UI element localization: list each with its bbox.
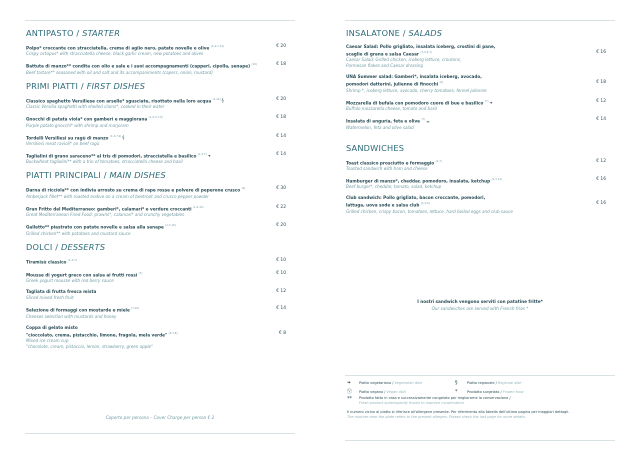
item-name-text: Polpo* croccante con stracciatella, crema di aglio nero, patate novelle e olive	[26, 45, 210, 51]
section-title-starter: ANTIPASTO / STARTER	[26, 28, 121, 38]
item-name-en: Sliced mixed fresh fruit	[26, 295, 74, 301]
section-title-salads: INSALATONE / SALADS	[346, 28, 443, 38]
item-name-text: Darna di ricciola** con indivia arrosto su crema di rape rosse e polvere di peperone crusco	[26, 187, 241, 193]
item-name-en-line2: "chocolate, cream, pistaccio, lemon, strawberry, green apple"	[26, 344, 153, 350]
item-price: € 18	[276, 62, 286, 68]
section-title-it: ANTIPASTO	[26, 28, 74, 38]
item-price: € 30	[276, 186, 286, 192]
legend-homemade-text	[359, 396, 511, 406]
note-en: Our sandwiches are served with French fries *	[431, 306, 529, 311]
regional-dish-icon: §	[221, 98, 224, 104]
section-title-en: DESSERTS	[61, 241, 106, 252]
section-title-en: FIRST DISHES	[86, 80, 146, 91]
menu-item	[26, 44, 286, 57]
item-name-en: Beef burger*, cheddar, tomato, salad, ketchup	[346, 184, 442, 190]
item-name-it	[26, 97, 252, 104]
note-it: I nostri sandwich vengono serviti con patatine fritte*	[417, 299, 543, 304]
item-name-it-line2	[346, 50, 572, 57]
section-title-desserts: DOLCI / DESSERTS	[26, 241, 106, 252]
legend-vegetarian: ❧ Piatto vegetariano / Vegetarian dish	[347, 379, 422, 386]
legend-regional: § Piatto regionale / Regional dish	[455, 379, 522, 386]
item-price: € 12	[596, 158, 606, 164]
item-name-en: Great Mediterranean Fried Food: prawns*, calamari* and crunchy vegetables	[26, 212, 185, 218]
item-name-it	[26, 134, 252, 141]
item-name-it: UNA Summer salad: Gamberi*, insalata iceberg, avocado,	[346, 74, 482, 80]
section-title-it: INSALATONE	[346, 28, 400, 38]
item-price: € 14	[276, 133, 286, 139]
item-name-text: scaglie di grana e salsa Caesar	[346, 51, 419, 57]
item-name-it	[346, 177, 572, 184]
allergen-codes: (1-14)	[212, 97, 221, 101]
legend-label-en: Regional dish	[497, 380, 522, 385]
menu-item	[26, 306, 286, 319]
menu-item	[346, 177, 606, 190]
item-name-it	[26, 205, 252, 212]
section-title-main-dishes: PIATTI PRINCIPALI / MAIN DISHES	[26, 170, 166, 181]
item-price: € 10	[276, 270, 286, 276]
item-name-en-line2: Parmesan flakes and Caesar dressing	[346, 63, 424, 69]
item-name-en: Grilled chicken, crispy bacon, tomatoes, lettuce, hard boiled eggs and club sauce	[346, 208, 513, 214]
item-name-it	[26, 44, 252, 51]
menu-item	[26, 62, 286, 75]
item-price: € 22	[276, 204, 286, 210]
menu-item	[346, 159, 606, 172]
section-title-first-dishes: PRIMI PIATTI / FIRST DISHES	[26, 80, 146, 91]
item-name-text: Mousse di yogurt greco con salsa ai frutti rossi	[26, 272, 138, 278]
item-name-text: Gnocchi di patata viola* con gamberi e maggiorana	[26, 116, 148, 122]
regional-dish-icon: §	[122, 134, 125, 140]
item-price: € 20	[276, 96, 286, 102]
legend-label-en: Vegan dish	[386, 389, 406, 394]
cover-charge-note: Coperto per persona – Cover Charge per person € 2	[105, 415, 215, 420]
item-name-it	[26, 152, 252, 159]
item-name-en: Watermelon, feta and olive salad	[346, 124, 414, 130]
item-price: € 18	[596, 80, 606, 86]
allergen-note-en: The number near the plate refers to the present allergen. Please check the last page for more details.	[347, 415, 527, 419]
item-name-en: Crispy octopus* with stracciatella cheese, black garlic cream, new potatoes and olives	[26, 51, 204, 57]
menu-item	[26, 152, 286, 165]
section-title-en: STARTER	[82, 28, 121, 38]
item-name-it	[26, 223, 252, 230]
item-price: € 10	[276, 257, 286, 263]
legend	[347, 378, 617, 420]
menu-item	[346, 99, 606, 112]
menu-item-ice-cream	[26, 325, 286, 350]
vegetarian-leaf-icon: ❧	[207, 153, 212, 159]
item-name-text: Selezione di formaggi con mostarde e miele	[26, 307, 130, 313]
item-price: € 16	[596, 50, 606, 55]
allergen-codes: (3-7-8)	[168, 331, 178, 335]
legend-label-en: Fresh product subsequently frozen to improve conservation	[359, 401, 464, 405]
item-name-en: Classic Versilia spaghetti with shelled clams*, cooked in their water	[26, 104, 165, 110]
allergen-codes: (1-3-9)	[420, 202, 430, 206]
item-name-en: Beef tartare** seasoned with oil and salt and its accompaniments (capers, onion, mustard)	[26, 69, 213, 75]
regional-dish-icon: §	[455, 379, 458, 386]
item-price: € 16	[596, 176, 606, 182]
menu-item	[346, 44, 606, 69]
item-name-en: Amberjack fillet** with roasted endive on a cream of beetroot and crusco pepper powder	[26, 193, 209, 199]
allergen-codes: (1-3-4-7)	[420, 51, 432, 54]
allergen-codes: (1-7-10)	[165, 224, 176, 228]
menu-item	[26, 258, 286, 265]
item-name-en: Grilled chicken** with potatoes and mustard sauce	[26, 230, 131, 236]
item-price: € 20	[276, 223, 286, 229]
item-name-en: Buckwheat tagliolini** with a trio of tomatoes, stracciatella cheese and basil	[26, 159, 183, 165]
item-name-text: Insalata di anguria, feta e olive	[346, 118, 421, 124]
item-price: € 18	[276, 115, 286, 121]
allergen-codes: (1-7-11)	[491, 177, 503, 181]
right-menu-content	[346, 28, 606, 220]
allergen-codes: (1-2-3-7-9)	[148, 116, 163, 120]
menu-item	[26, 97, 286, 110]
bottom-divider	[345, 440, 615, 441]
legend-label-it: Piatto vegetariano	[359, 380, 392, 385]
item-price: € 16	[596, 201, 606, 207]
allergen-codes: (7)	[138, 271, 143, 275]
item-name-en: Caesar Salad: Grilled chicken, iceberg lettuce, croutons,	[346, 57, 462, 63]
item-name-en: Buffalo mozzarella cheese, tomato and basil	[346, 106, 438, 112]
item-name-en: Greek yogurt mousse with red berry sauce	[26, 278, 114, 284]
vegetarian-leaf-icon: ❧	[426, 118, 430, 124]
legend-label-en: Frozen food	[502, 389, 524, 394]
legend-frozen: * Prodotto surgelato / Frozen food	[455, 388, 524, 395]
item-price: € 14	[276, 306, 286, 312]
menu-item	[26, 223, 286, 236]
top-divider	[345, 20, 615, 21]
item-name-text: Tordelli Versiliesi su ragù di manzo	[26, 134, 109, 140]
item-name-en: Cheeses selection with mustards and honey	[26, 313, 117, 319]
left-menu-content	[26, 28, 286, 355]
allergen-codes: (7)	[484, 99, 489, 103]
menu-item	[26, 205, 286, 218]
item-name-en: Shrimp *, iceberg lettuce, avocado, cherry tomatoes, fennel julienne	[346, 87, 487, 93]
legend-row	[347, 378, 617, 387]
item-name-it-line2	[346, 80, 572, 87]
menu-item	[346, 117, 606, 130]
allergen-codes: (7-10)	[131, 307, 140, 311]
homemade-double-asterisk-icon: **	[347, 396, 352, 402]
item-name-it	[26, 62, 257, 69]
item-name-text: Toast classico prosciutto e formaggio	[346, 159, 435, 165]
menu-page-right	[320, 0, 640, 452]
vegetarian-leaf-icon: ❧	[489, 100, 493, 106]
allergen-codes: (4)	[241, 187, 246, 191]
allergen-codes: (7)	[421, 118, 426, 122]
item-name-en: Mixed ice cream cup	[26, 338, 69, 344]
menu-item	[346, 74, 606, 93]
item-name-it-line2	[346, 201, 572, 208]
allergen-note-it: Il numero vicino al piatto si riferisce all'allergene presente. Per riferimento alla tabella dell'ultima pagina per maggiori dettagli.	[347, 410, 570, 414]
section-title-it: PRIMI PIATTI	[26, 80, 79, 91]
item-name-text: Gran Fritto del Mediterraneo: gamberi*, calamari* e verdure croccanti	[26, 206, 192, 212]
item-price: € 14	[596, 117, 606, 123]
section-title-it: PIATTI PRINCIPALI	[26, 170, 101, 181]
item-name-it	[26, 271, 252, 278]
item-name-it: Coppa di gelato misto	[26, 324, 78, 330]
allergen-codes: (1-3-7-9)	[109, 134, 122, 138]
item-name-it	[26, 186, 252, 193]
item-name-text: Taglialini di grano saraceno** al tris di pomodori, stracciatella e basilico	[26, 153, 197, 159]
item-price: € 12	[596, 98, 606, 104]
allergen-codes: (1-7)	[435, 159, 442, 163]
legend-row	[347, 387, 617, 396]
item-name-it	[346, 159, 572, 166]
bottom-divider	[25, 433, 295, 434]
section-title-en: SALADS	[408, 28, 443, 38]
legend-vegan: Ⓥ Piatto vegano / Vegan dish	[347, 389, 406, 395]
frozen-asterisk-icon: *	[455, 388, 458, 395]
item-name-it: Club sandwich: Pollo grigliato, bacon croccante, pomodori,	[346, 195, 486, 201]
section-title-en: MAIN DISHES	[109, 170, 166, 181]
item-price: € 14	[276, 151, 286, 157]
vegetarian-leaf-icon: ❧	[347, 379, 352, 386]
item-price: € 8	[279, 330, 286, 336]
legend-homemade	[347, 396, 617, 406]
allergen-codes: (10)	[251, 63, 257, 67]
allergen-codes: (1-3-7)	[197, 152, 207, 156]
item-name-text: lattuga, uova sode e salsa club	[346, 202, 420, 208]
item-name-it: Caesar Salad: Pollo grigliato, insalata iceberg, crostini di pane,	[346, 44, 496, 49]
section-title-it: SANDWICHES	[346, 142, 405, 153]
allergen-codes: (1-4-7-14)	[210, 45, 224, 48]
menu-item	[26, 134, 286, 147]
section-title-sandwiches	[346, 143, 606, 153]
menu-item	[26, 115, 286, 128]
item-name-text: Mozzarella di bufala con pomodoro cuore di bue e basilico	[346, 100, 484, 106]
item-name-en: Versiliesi meat ravioli* on beef ragù	[26, 140, 100, 146]
item-name-text: Classico spaghetto Versiliese con arselle* sgusciate, risottato nella loro acqua	[26, 98, 212, 104]
menu-item	[346, 195, 606, 214]
item-price: € 20	[276, 44, 286, 49]
item-name-it	[26, 306, 252, 313]
allergen-codes: (2)	[439, 81, 444, 85]
menu-item	[26, 289, 286, 301]
legend-label-it: Piatto vegano	[359, 389, 384, 394]
allergen-codes: (1-3-7)	[67, 258, 77, 262]
legend-label-it: Piatto regionale	[467, 380, 495, 385]
item-name-it-line2	[26, 331, 252, 338]
item-name-text: Tiramisù classico	[26, 258, 67, 264]
item-name-text: Tagliata di frutta fresca mista	[26, 289, 97, 295]
item-name-it	[26, 115, 252, 122]
item-name-text: Hamburger di manzo*, cheddar, pomodoro, insalata, ketchup	[346, 178, 491, 184]
vegan-v-icon: Ⓥ	[347, 389, 353, 395]
menu-item	[26, 271, 286, 284]
menu-item	[26, 186, 286, 199]
item-name-it	[346, 117, 572, 124]
allergen-codes: (1-2-14)	[193, 205, 204, 209]
legend-label-it: Prodotto surgelato	[467, 389, 500, 394]
item-price: € 12	[276, 289, 286, 295]
item-name-text: Battuta di manzo** condita con olio e sale e i suoi accompagnamenti (capperi, cipolla, senape)	[26, 63, 250, 69]
legend-top-divider	[345, 375, 615, 376]
allergen-note	[347, 410, 617, 420]
item-name-text: pomodori datterini, julienne di finocchi	[346, 81, 439, 87]
item-name-text: "cioccolato, crema, pistacchio, limone, fragola, mela verde"	[26, 332, 168, 338]
sandwich-fries-note	[320, 299, 640, 311]
item-name-en: Purple potato gnocchi* with shrimp and marjoram	[26, 122, 129, 128]
item-name-it	[26, 258, 252, 265]
legend-label-it: Prodotto fatto in casa e successivamente congelato per migliorarne la conservazione /	[359, 396, 511, 400]
item-name-en: Toasted sandwich with ham and cheese	[346, 165, 428, 171]
top-divider	[25, 20, 295, 21]
item-name-text: Galletto** piastrato con patate novelle e salsa alla senape	[26, 224, 164, 230]
legend-label-en: Vegetarian dish	[394, 380, 422, 385]
item-name-it	[346, 99, 572, 106]
section-title-it: DOLCI	[26, 241, 53, 252]
